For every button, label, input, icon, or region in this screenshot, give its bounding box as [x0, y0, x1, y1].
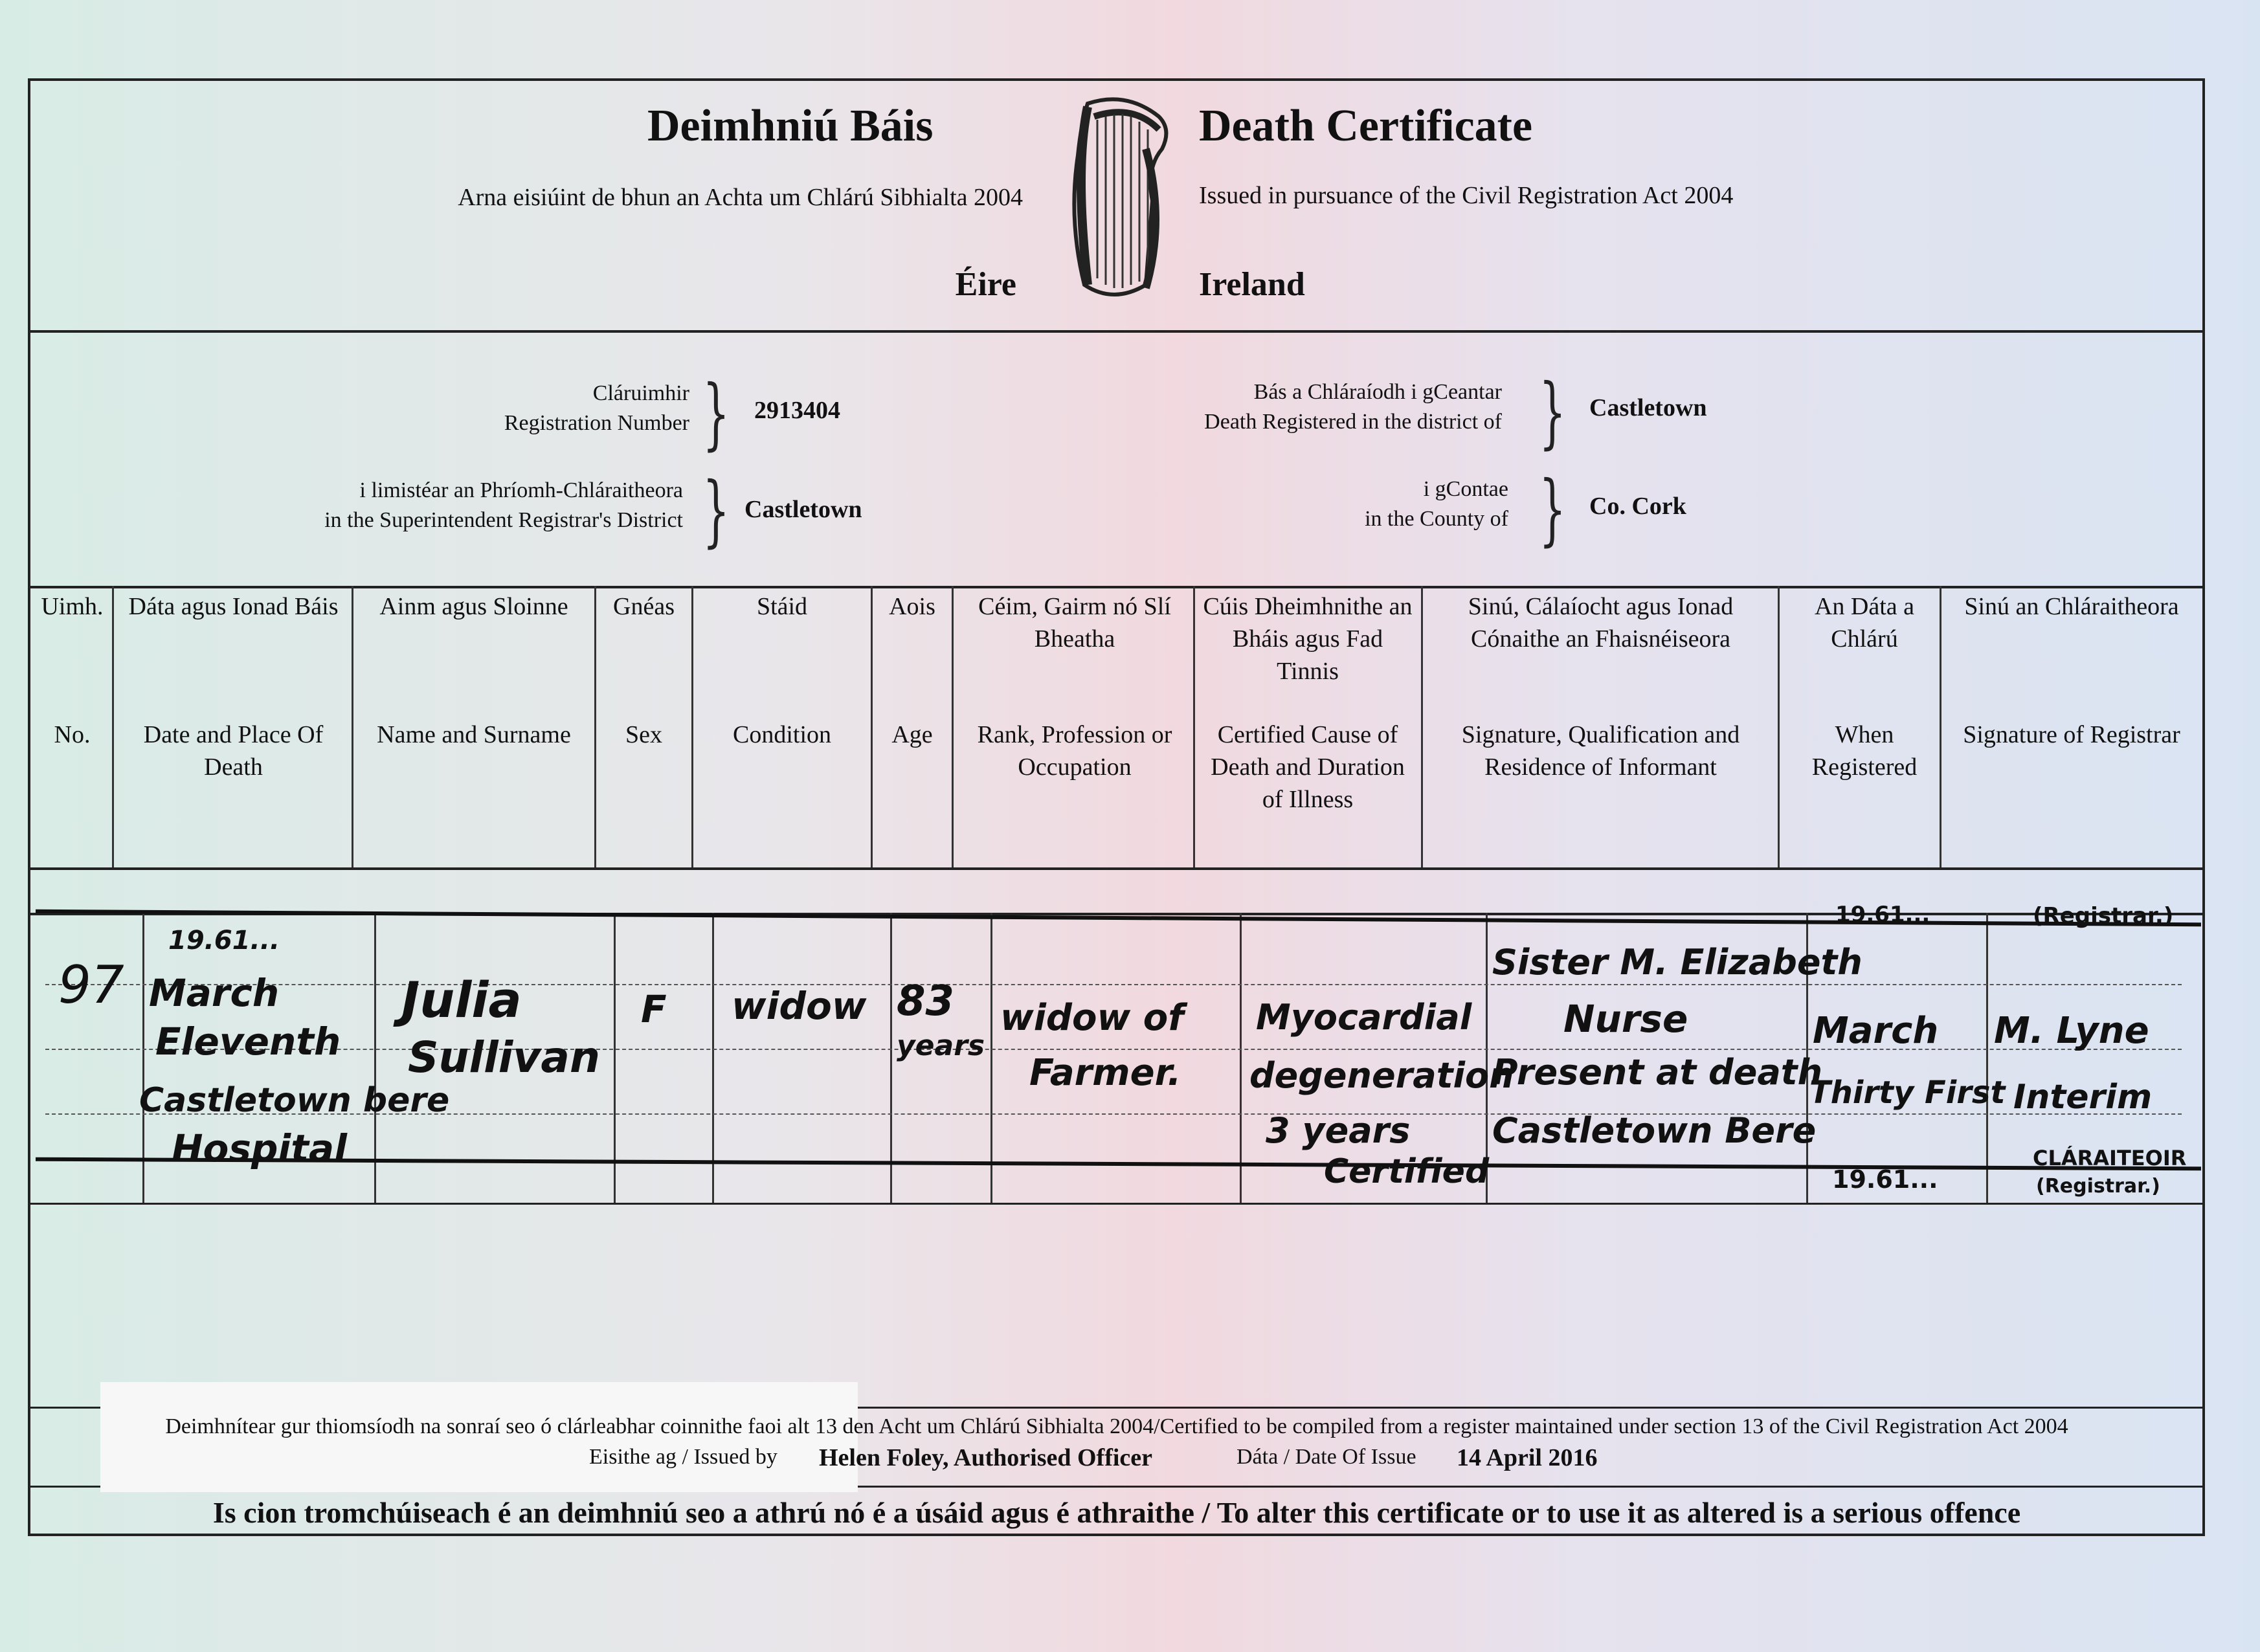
col-head-registrar-en: Signature of Registrar — [1963, 721, 2180, 748]
entry-year: 19.61... — [168, 926, 280, 955]
entry-registered-top: 19.61... — [1835, 902, 1930, 928]
col-head-occupation-en: Rank, Profession or Occupation — [977, 721, 1172, 781]
reg-number-label-irish: Cláruimhir — [592, 381, 689, 405]
col-line — [1778, 586, 1780, 867]
brace: } — [1539, 368, 1567, 458]
entry-occupation-line1: widow of — [1000, 997, 1184, 1039]
entry-col-line — [990, 913, 992, 1203]
col-line — [112, 586, 114, 867]
reg-number-label — [363, 379, 689, 438]
entry-age-value: 83 — [897, 977, 955, 1025]
entry-age-unit: years — [897, 1029, 985, 1062]
entry-place-line1: Castletown bere — [139, 1081, 450, 1120]
entry-col-line — [712, 913, 714, 1203]
supt-district-label-english: in the Superintendent Registrar's District — [324, 508, 683, 532]
entry-occupation-line2: Farmer. — [1029, 1052, 1181, 1094]
entry-dotted-line — [45, 984, 2182, 985]
col-head-date-place-en: Date and Place Of Death — [143, 721, 324, 781]
entry-date-line1: March — [149, 971, 280, 1015]
col-head-condition: Stáid — [756, 593, 808, 620]
col-head-number-en: No. — [54, 721, 91, 748]
col-head-name: Ainm agus Sloinne — [379, 593, 568, 620]
entry-name-line1: Julia — [401, 971, 522, 1029]
entry-col-line — [890, 913, 892, 1203]
entry-cause-line4: Certified — [1324, 1152, 1490, 1191]
col-head-date-place: Dáta agus Ionad Báis — [128, 593, 339, 620]
county-label — [1230, 474, 1508, 534]
entry-name-line2: Sullivan — [408, 1032, 600, 1082]
entry-registrar-top: (Registrar.) — [2033, 903, 2174, 929]
col-head-sex-en: Sex — [625, 721, 662, 748]
entry-registered-line1: March — [1813, 1010, 1939, 1052]
col-head-sex: Gnéas — [613, 593, 675, 620]
col-head-informant-en: Signature, Qualification and Residence of Informant — [1461, 721, 1740, 781]
harp-icon — [1049, 91, 1178, 311]
col-head-registrar: Sinú an Chláraitheora — [1964, 593, 2179, 620]
col-head-condition-en: Condition — [732, 721, 832, 748]
col-head-irish: Uimh. — [41, 593, 104, 620]
col-head-age-en: Age — [891, 721, 933, 748]
entry-number: 97 — [58, 955, 124, 1015]
header-divider — [28, 330, 2205, 333]
entry-informant-line4: Castletown Bere — [1492, 1110, 1817, 1151]
warning-text: Is cion tromchúiseach é an deimhniú seo a athrú nó é a úsáid agus é athraithe / To alter this certificate or to use it as altered is a serious offence — [212, 1496, 2021, 1529]
issued-by-label: Eisithe ag / Issued by — [589, 1445, 778, 1469]
country-irish: Éire — [955, 266, 1016, 303]
district-label-irish: Bás a Chláraíodh i gCeantar — [1253, 380, 1502, 404]
entry-place-line2: Hospital — [172, 1126, 348, 1170]
entry-registrar-title-irish: CLÁRAITEOIR — [2033, 1146, 2187, 1170]
col-line — [952, 586, 954, 867]
district-label — [1101, 377, 1502, 437]
entry-registrar-line1: M. Lyne — [1994, 1010, 2149, 1052]
entry-informant-line1: Sister M. Elizabeth — [1492, 942, 1863, 983]
col-head-number — [32, 590, 112, 623]
entry-cause-line1: Myocardial — [1256, 997, 1472, 1038]
entry-registered-year: 19.61... — [1832, 1165, 1938, 1194]
col-line — [1940, 586, 1941, 867]
county-value: Co. Cork — [1589, 493, 1686, 520]
entry-cause-line3: 3 years — [1266, 1110, 1411, 1151]
supt-district-label — [194, 476, 683, 535]
issued-by-value: Helen Foley, Authorised Officer — [819, 1444, 1153, 1471]
entry-cause-line2: degeneration — [1249, 1055, 1514, 1096]
entry-col-line — [1986, 913, 1988, 1203]
entry-informant-line2: Nurse — [1563, 997, 1688, 1041]
entry-date-line2: Eleventh — [155, 1020, 341, 1064]
county-label-english: in the County of — [1365, 507, 1508, 531]
supt-district-label-irish: i limistéar an Phríomh-Chláraitheora — [359, 478, 683, 502]
entry-registrar-line2: Interim — [2013, 1078, 2153, 1117]
country-english: Ireland — [1199, 266, 1305, 303]
col-head-occupation: Céim, Gairm nó Slí Bheatha — [978, 593, 1171, 653]
entry-condition: widow — [732, 984, 867, 1028]
columns-bottom-divider — [28, 867, 2205, 870]
col-head-registered-en: When Registered — [1811, 721, 1918, 781]
entry-informant-line3: Present at death — [1492, 1052, 1823, 1093]
brace: } — [702, 369, 730, 459]
brace: } — [702, 466, 730, 556]
entry-col-line — [1240, 913, 1242, 1203]
subtitle-irish: Arna eisiúint de bhun an Achta um Chlárú Sibhialta 2004 — [458, 184, 1023, 211]
entry-bottom-divider — [28, 1203, 2205, 1205]
columns-top-divider — [28, 586, 2205, 588]
col-head-name-en: Name and Surname — [377, 721, 571, 748]
reg-number-label-english: Registration Number — [504, 411, 689, 435]
brace: } — [1539, 465, 1567, 555]
date-of-issue-value: 14 April 2016 — [1457, 1444, 1598, 1471]
district-value: Castletown — [1589, 394, 1707, 421]
col-head-cause: Cúis Dheimhnithe an Bháis agus Fad Tinnis — [1203, 593, 1413, 685]
col-head-informant: Sinú, Cálaíocht agus Ionad Cónaithe an Fhaisnéiseora — [1468, 593, 1734, 653]
entry-registrar-title-english: (Registrar.) — [2036, 1175, 2160, 1198]
date-of-issue-label: Dáta / Date Of Issue — [1236, 1445, 1416, 1469]
col-line — [1421, 586, 1423, 867]
title-english: Death Certificate — [1199, 101, 1533, 151]
title-irish: Deimhniú Báis — [647, 101, 934, 151]
col-line — [1193, 586, 1195, 867]
certification-text: Deimhnítear gur thiomsíodh na sonraí seo ó clárleabhar coinnithe faoi alt 13 den Acht um Chlárú Sibhialta 2004/Certified to be compiled from a register maintained under section 13 of the Civil Registration Act 2004 — [165, 1414, 2068, 1438]
district-label-english: Death Registered in the district of — [1204, 410, 1502, 434]
supt-district-value: Castletown — [744, 496, 862, 523]
subtitle-english: Issued in pursuance of the Civil Registration Act 2004 — [1199, 182, 1734, 209]
reg-number-value: 2913404 — [754, 397, 840, 424]
county-label-irish: i gContae — [1423, 477, 1508, 501]
col-head-cause-en: Certified Cause of Death and Duration of Illness — [1211, 721, 1405, 813]
entry-registered-line2: Thirty First — [1809, 1075, 2006, 1111]
col-head-registered: An Dáta a Chlárú — [1814, 593, 1915, 653]
entry-sex: F — [641, 987, 667, 1031]
col-head-age: Aois — [889, 593, 935, 620]
